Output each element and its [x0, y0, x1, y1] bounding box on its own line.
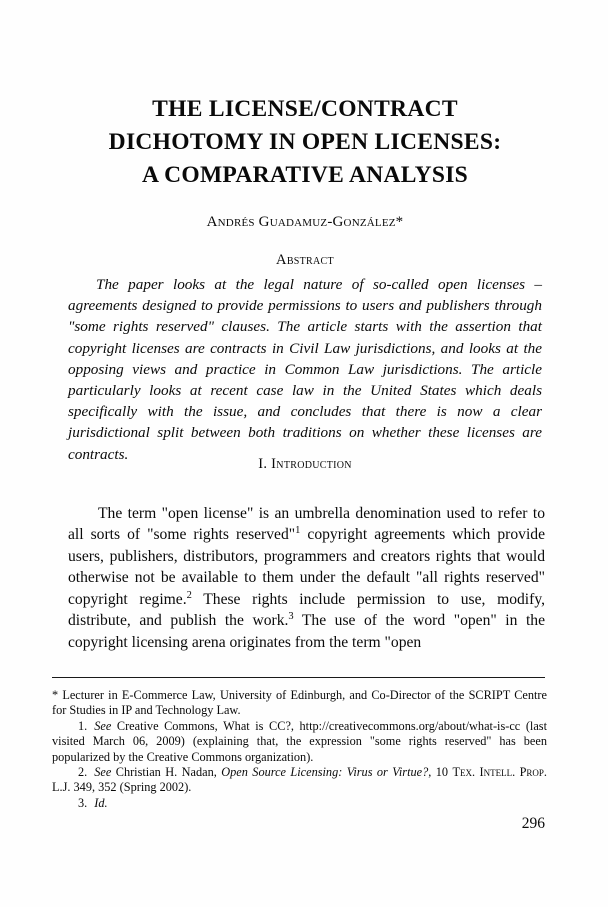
section-heading-introduction: I. Introduction	[258, 456, 352, 472]
footnote-3-number: 3.	[78, 795, 88, 810]
body-text-part-3: These rights include permission to use, modify, distribute, and publish the work.	[68, 590, 546, 630]
footnote-2-author: Christian H. Nadan,	[111, 765, 222, 780]
article-title	[60, 93, 550, 192]
footnote-2	[52, 765, 547, 796]
footnote-3-text: Id.	[94, 795, 108, 810]
footnote-1	[52, 719, 547, 765]
page-number: 296	[521, 815, 545, 832]
body-text-part-1: The term "open license" is an umbrella denomination used to refer to all sorts of "some rights reserved"	[68, 504, 545, 544]
footnote-3	[52, 796, 547, 811]
footnote-2-cite-pre: , 10	[428, 765, 453, 780]
footnote-1-number: 1.	[78, 718, 88, 733]
footnote-2-number: 2.	[78, 765, 88, 780]
footnotes-section	[52, 688, 547, 811]
footnote-ref-2[interactable]: 2	[186, 589, 192, 601]
body-text-part-2: copyright agreements which provide users, publishers, distributors, programmers and creators rights that would otherwise not be available to them under the default "all rights reserved" copyright regime.	[68, 526, 545, 608]
title-line-1: THE LICENSE/CONTRACT	[152, 96, 458, 122]
footnote-2-journal: Tex. Intell. Prop. L.J.	[52, 765, 547, 795]
body-paragraph	[68, 503, 545, 654]
footnote-2-title: Open Source Licensing: Virus or Virtue?	[221, 765, 429, 780]
footnote-ref-1[interactable]: 1	[295, 524, 301, 536]
abstract-heading: Abstract	[276, 252, 334, 268]
author-byline: Andrés Guadamuz-González*	[206, 214, 404, 230]
footnote-ref-3[interactable]: 3	[288, 610, 294, 622]
footnote-1-text: Creative Commons, What is CC?, http://creativecommons.org/about/what-is-cc (last visited March 06, 2009) (explaining that, the expression "some rights reserved" has been popularized by the Creative Commons organization).	[52, 718, 547, 764]
title-line-3: A COMPARATIVE ANALYSIS	[141, 162, 469, 188]
title-line-2: DICHOTOMY IN OPEN LICENSES:	[108, 129, 502, 155]
footnote-star: * Lecturer in E-Commerce Law, University of Edinburgh, and Co-Director of the SCRIPT Centre for Studies in IP and Technology Law.	[52, 688, 547, 718]
footnote-2-signal: See	[94, 765, 112, 780]
body-text-part-4: The use of the word "open" in the copyright licensing arena originates from the term "open	[68, 612, 546, 651]
footnote-2-cite-post: 349, 352 (Spring 2002).	[70, 780, 192, 795]
footnote-separator-rule	[52, 677, 545, 678]
abstract-text: The paper looks at the legal nature of so-called open licenses – agreements designed to provide permissions to users and publishers through "some rights reserved" clauses. The article starts with the assertion that copyright licenses are contracts in Civil Law jurisdictions, and looks at the opposing views and practice in Common Law jurisdictions. The article particularly looks at recent case law in the United States which deals specifically with the issue, and concludes that there is now a clear jurisdictional split between both traditions on whether these licenses are contracts.	[68, 276, 542, 463]
footnote-1-signal: See	[94, 718, 112, 733]
